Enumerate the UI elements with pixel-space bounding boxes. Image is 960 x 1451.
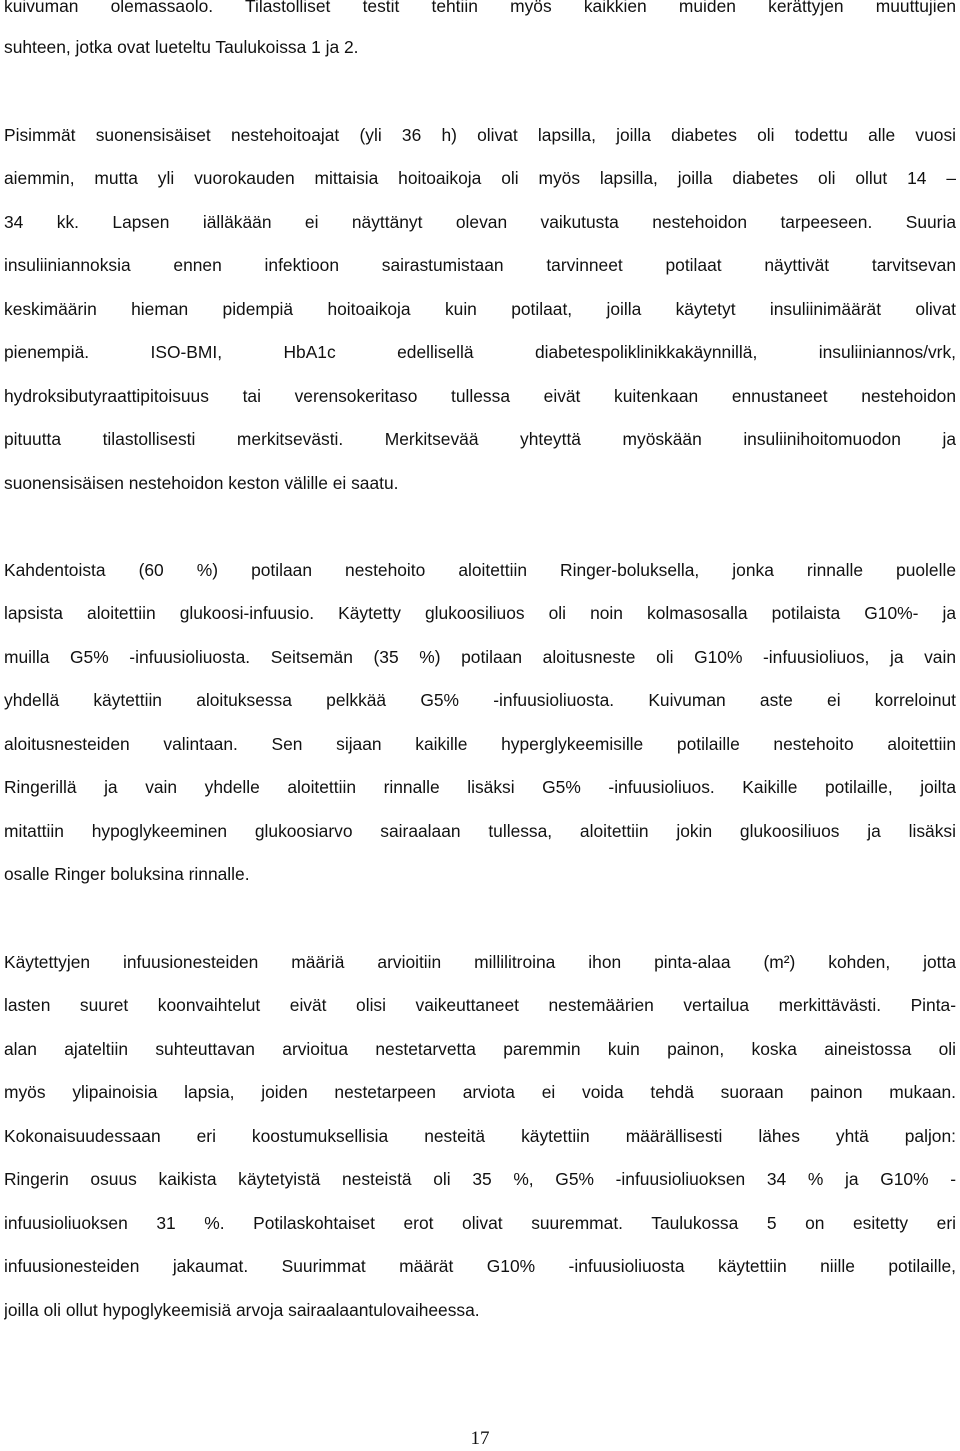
text-line: lapsista aloitettiin glukoosi-infuusio. Käytetty glukoosiliuos oli noin kolmasosalla potilaista G10%- ja: [4, 603, 956, 623]
text-line: Ringerillä ja vain yhdelle aloitettiin rinnalle lisäksi G5% -infuusioliuos. Kaikille potilaille, joilta: [4, 777, 956, 797]
text-line: mitattiin hypoglykeeminen glukoosiarvo sairaalaan tullessa, aloitettiin jokin glukoosiliuos ja lisäksi: [4, 821, 956, 841]
page-number: 17: [470, 1428, 490, 1449]
text-line: Pisimmät suonensisäiset nestehoitoajat (yli 36 h) olivat lapsilla, joilla diabetes oli todettu alle vuosi: [4, 125, 956, 145]
text-line: pienempiä. ISO-BMI, HbA1c edellisellä diabetespoliklinikkakäynnillä, insuliiniannos/vrk,: [4, 342, 956, 362]
text-line: Ringerin osuus kaikista käytetyistä nesteistä oli 35 %, G5% -infuusioliuoksen 34 % ja G10% -: [4, 1169, 956, 1189]
text-line: osalle Ringer boluksina rinnalle.: [4, 864, 250, 884]
text-line: joilla oli ollut hypoglykeemisiä arvoja sairaalaantulovaiheessa.: [4, 1300, 480, 1320]
text-line: pituutta tilastollisesti merkitsevästi. Merkitsevää yhteyttä myöskään insuliinihoitomuodon ja: [4, 429, 956, 449]
text-line: suonensisäisen nestehoidon keston välille ei saatu.: [4, 473, 399, 493]
text-line: suhteen, jotka ovat lueteltu Taulukoissa 1 ja 2.: [4, 37, 359, 57]
text-line: insuliiniannoksia ennen infektioon sairastumistaan tarvinneet potilaat näyttivät tarvitsevan: [4, 255, 956, 275]
text-line: aloitusnesteiden valintaan. Sen sijaan kaikille hyperglykeemisille potilaille nestehoito aloitettiin: [4, 734, 956, 754]
text-line: hydroksibutyraattipitoisuus tai verensokeritaso tullessa eivät kuitenkaan ennustaneet nestehoidon: [4, 386, 956, 406]
text-line: kuivuman olemassaolo. Tilastolliset testit tehtiin myös kaikkien muiden kerättyjen muuttujien: [4, 0, 956, 16]
text-line: myös ylipainoisia lapsia, joiden nestetarpeen arviota ei voida tehdä suoraan painon mukaan.: [4, 1082, 956, 1102]
text-line: muilla G5% -infuusioliuosta. Seitsemän (35 %) potilaan aloitusneste oli G10% -infuusioliuos, ja vain: [4, 647, 956, 667]
text-line: yhdellä käytettiin aloituksessa pelkkää G5% -infuusioliuosta. Kuivuman aste ei korreloinut: [4, 690, 956, 710]
text-line: Kokonaisuudessaan eri koostumuksellisia nesteitä käytettiin määrällisesti lähes yhtä paljon:: [4, 1126, 956, 1146]
text-line: infuusionesteiden jakaumat. Suurimmat määrät G10% -infuusioliuosta käytettiin niille potilaille,: [4, 1256, 956, 1276]
text-line: keskimäärin hieman pidempiä hoitoaikoja kuin potilaat, joilla käytetyt insuliinimäärät olivat: [4, 299, 956, 319]
text-line: infuusioliuoksen 31 %. Potilaskohtaiset erot olivat suuremmat. Taulukossa 5 on esitetty eri: [4, 1213, 956, 1233]
text-line: lasten suuret koonvaihtelut eivät olisi vaikeuttaneet nestemäärien vertailua merkittävästi. Pinta-: [4, 995, 956, 1015]
text-line: Kahdentoista (60 %) potilaan nestehoito aloitettiin Ringer-boluksella, jonka rinnalle puolelle: [4, 560, 956, 580]
text-line: aiemmin, mutta yli vuorokauden mittaisia hoitoaikoja oli myös lapsilla, joilla diabetes oli ollut 14 –: [4, 168, 956, 188]
text-line: 34 kk. Lapsen iälläkään ei näyttänyt olevan vaikutusta nestehoidon tarpeeseen. Suuria: [4, 212, 956, 232]
text-line: alan ajateltiin suhteuttavan arvioitua nestetarvetta paremmin kuin painon, koska aineistossa oli: [4, 1039, 956, 1059]
text-line: Käytettyjen infuusionesteiden määriä arvioitiin millilitroina ihon pinta-alaa (m²) kohden, jotta: [4, 952, 956, 972]
